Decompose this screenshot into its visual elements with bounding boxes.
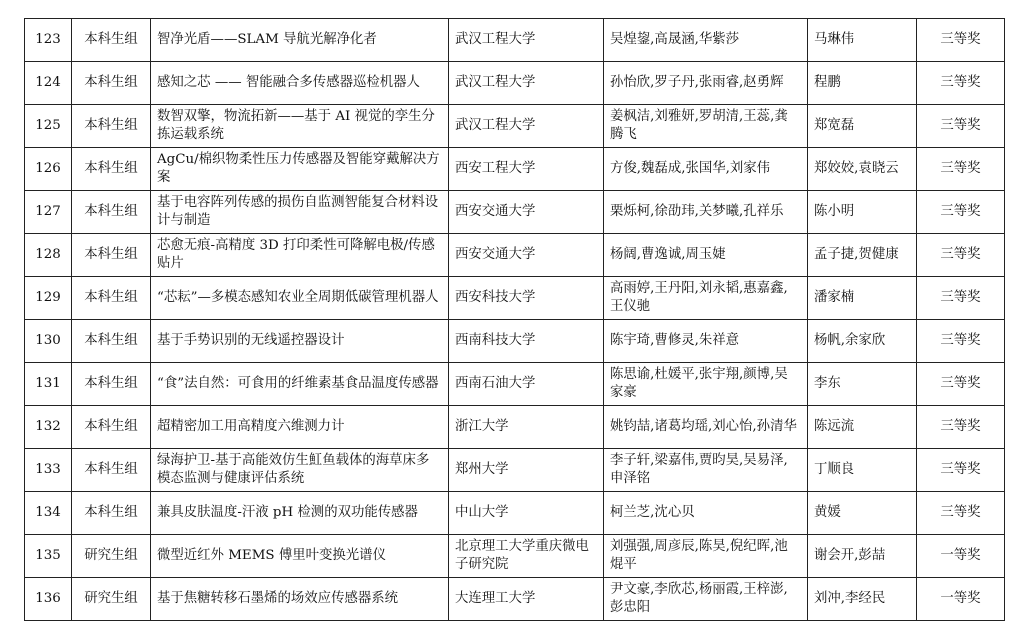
advisor-cell: 郑宽磊 [808, 105, 917, 148]
table-row [25, 320, 1005, 363]
students-cell: 姜枫洁,刘雅妍,罗胡清,王蕊,龚腾飞 [604, 105, 808, 148]
group-cell: 本科生组 [72, 277, 151, 320]
advisor-cell: 马琳伟 [808, 19, 917, 62]
award-cell: 三等奖 [917, 449, 1005, 492]
table-row [25, 191, 1005, 234]
row-number-cell: 134 [25, 492, 72, 535]
row-number-cell: 125 [25, 105, 72, 148]
school-cell: 武汉工程大学 [449, 19, 604, 62]
award-cell: 三等奖 [917, 406, 1005, 449]
award-cell: 一等奖 [917, 535, 1005, 578]
award-table [24, 18, 1005, 621]
project-title-cell: 微型近红外 MEMS 傅里叶变换光谱仪 [151, 535, 449, 578]
award-cell: 三等奖 [917, 148, 1005, 191]
row-number-cell: 126 [25, 148, 72, 191]
group-cell: 本科生组 [72, 62, 151, 105]
award-cell: 三等奖 [917, 320, 1005, 363]
students-cell: 方俊,魏磊成,张国华,刘家伟 [604, 148, 808, 191]
school-cell: 西安交通大学 [449, 234, 604, 277]
group-cell: 本科生组 [72, 148, 151, 191]
table-row [25, 19, 1005, 62]
school-cell: 北京理工大学重庆微电子研究院 [449, 535, 604, 578]
group-cell: 研究生组 [72, 578, 151, 621]
award-cell: 三等奖 [917, 19, 1005, 62]
students-cell: 陈宇琦,曹修灵,朱祥意 [604, 320, 808, 363]
school-cell: 浙江大学 [449, 406, 604, 449]
advisor-cell: 黄媛 [808, 492, 917, 535]
school-cell: 西南石油大学 [449, 363, 604, 406]
project-title-cell: “食”法自然：可食用的纤维素基食品温度传感器 [151, 363, 449, 406]
table-row [25, 148, 1005, 191]
school-cell: 武汉工程大学 [449, 62, 604, 105]
award-cell: 三等奖 [917, 363, 1005, 406]
row-number-cell: 130 [25, 320, 72, 363]
students-cell: 姚钧喆,诸葛均瑶,刘心怡,孙清华 [604, 406, 808, 449]
row-number-cell: 135 [25, 535, 72, 578]
students-cell: 陈思谕,杜媛平,张宇翔,颜博,吴家豪 [604, 363, 808, 406]
school-cell: 西安科技大学 [449, 277, 604, 320]
group-cell: 本科生组 [72, 234, 151, 277]
project-title-cell: “芯耘”—多模态感知农业全周期低碳管理机器人 [151, 277, 449, 320]
table-row [25, 234, 1005, 277]
table-row [25, 62, 1005, 105]
row-number-cell: 132 [25, 406, 72, 449]
award-cell: 三等奖 [917, 62, 1005, 105]
advisor-cell: 程鹏 [808, 62, 917, 105]
school-cell: 郑州大学 [449, 449, 604, 492]
group-cell: 本科生组 [72, 406, 151, 449]
students-cell: 吴煌鋆,高晟涵,华紫莎 [604, 19, 808, 62]
project-title-cell: 智净光盾——SLAM 导航光解净化者 [151, 19, 449, 62]
project-title-cell: 基于焦糖转移石墨烯的场效应传感器系统 [151, 578, 449, 621]
group-cell: 本科生组 [72, 492, 151, 535]
advisor-cell: 李东 [808, 363, 917, 406]
project-title-cell: 兼具皮肤温度-汗液 pH 检测的双功能传感器 [151, 492, 449, 535]
advisor-cell: 谢会开,彭喆 [808, 535, 917, 578]
award-cell: 三等奖 [917, 191, 1005, 234]
award-cell: 三等奖 [917, 492, 1005, 535]
advisor-cell: 陈小明 [808, 191, 917, 234]
group-cell: 本科生组 [72, 320, 151, 363]
group-cell: 本科生组 [72, 191, 151, 234]
project-title-cell: 芯愈无痕-高精度 3D 打印柔性可降解电极/传感贴片 [151, 234, 449, 277]
table-row [25, 449, 1005, 492]
school-cell: 大连理工大学 [449, 578, 604, 621]
school-cell: 西安工程大学 [449, 148, 604, 191]
award-cell: 三等奖 [917, 234, 1005, 277]
advisor-cell: 杨帆,余家欣 [808, 320, 917, 363]
award-table-body [25, 19, 1005, 621]
table-row [25, 277, 1005, 320]
row-number-cell: 133 [25, 449, 72, 492]
award-cell: 三等奖 [917, 277, 1005, 320]
school-cell: 西南科技大学 [449, 320, 604, 363]
students-cell: 高雨婷,王丹阳,刘永韬,惠嘉鑫,王仪驰 [604, 277, 808, 320]
school-cell: 武汉工程大学 [449, 105, 604, 148]
table-row [25, 492, 1005, 535]
project-title-cell: AgCu/棉织物柔性压力传感器及智能穿戴解决方案 [151, 148, 449, 191]
school-cell: 中山大学 [449, 492, 604, 535]
advisor-cell: 郑姣姣,袁晓云 [808, 148, 917, 191]
group-cell: 本科生组 [72, 105, 151, 148]
row-number-cell: 127 [25, 191, 72, 234]
row-number-cell: 129 [25, 277, 72, 320]
row-number-cell: 128 [25, 234, 72, 277]
group-cell: 研究生组 [72, 535, 151, 578]
table-row [25, 535, 1005, 578]
advisor-cell: 丁顺良 [808, 449, 917, 492]
advisor-cell: 刘冲,李经民 [808, 578, 917, 621]
advisor-cell: 陈远流 [808, 406, 917, 449]
school-cell: 西安交通大学 [449, 191, 604, 234]
row-number-cell: 136 [25, 578, 72, 621]
students-cell: 柯兰芝,沈心贝 [604, 492, 808, 535]
students-cell: 栗烁柯,徐劭玮,关梦曦,孔祥乐 [604, 191, 808, 234]
project-title-cell: 基于手势识别的无线遥控器设计 [151, 320, 449, 363]
advisor-cell: 潘家楠 [808, 277, 917, 320]
students-cell: 孙怡欣,罗子丹,张雨睿,赵勇辉 [604, 62, 808, 105]
award-cell: 一等奖 [917, 578, 1005, 621]
project-title-cell: 超精密加工用高精度六维测力计 [151, 406, 449, 449]
table-row [25, 105, 1005, 148]
table-row [25, 406, 1005, 449]
row-number-cell: 124 [25, 62, 72, 105]
students-cell: 李子轩,梁嘉伟,贾昀昊,吴易泽,申泽铭 [604, 449, 808, 492]
project-title-cell: 数智双擎，物流拓新——基于 AI 视觉的孪生分拣运载系统 [151, 105, 449, 148]
project-title-cell: 绿海护卫-基于高能效仿生魟鱼载体的海草床多模态监测与健康评估系统 [151, 449, 449, 492]
group-cell: 本科生组 [72, 363, 151, 406]
row-number-cell: 131 [25, 363, 72, 406]
project-title-cell: 感知之芯 —— 智能融合多传感器巡检机器人 [151, 62, 449, 105]
group-cell: 本科生组 [72, 19, 151, 62]
group-cell: 本科生组 [72, 449, 151, 492]
students-cell: 刘强强,周彦辰,陈昊,倪纪晖,池焜平 [604, 535, 808, 578]
award-cell: 三等奖 [917, 105, 1005, 148]
students-cell: 尹文豪,李欣芯,杨丽霞,王梓澎,彭忠阳 [604, 578, 808, 621]
row-number-cell: 123 [25, 19, 72, 62]
table-row [25, 363, 1005, 406]
table-row [25, 578, 1005, 621]
advisor-cell: 孟子捷,贺健康 [808, 234, 917, 277]
project-title-cell: 基于电容阵列传感的损伤自监测智能复合材料设计与制造 [151, 191, 449, 234]
students-cell: 杨阔,曹逸诚,周玉婕 [604, 234, 808, 277]
